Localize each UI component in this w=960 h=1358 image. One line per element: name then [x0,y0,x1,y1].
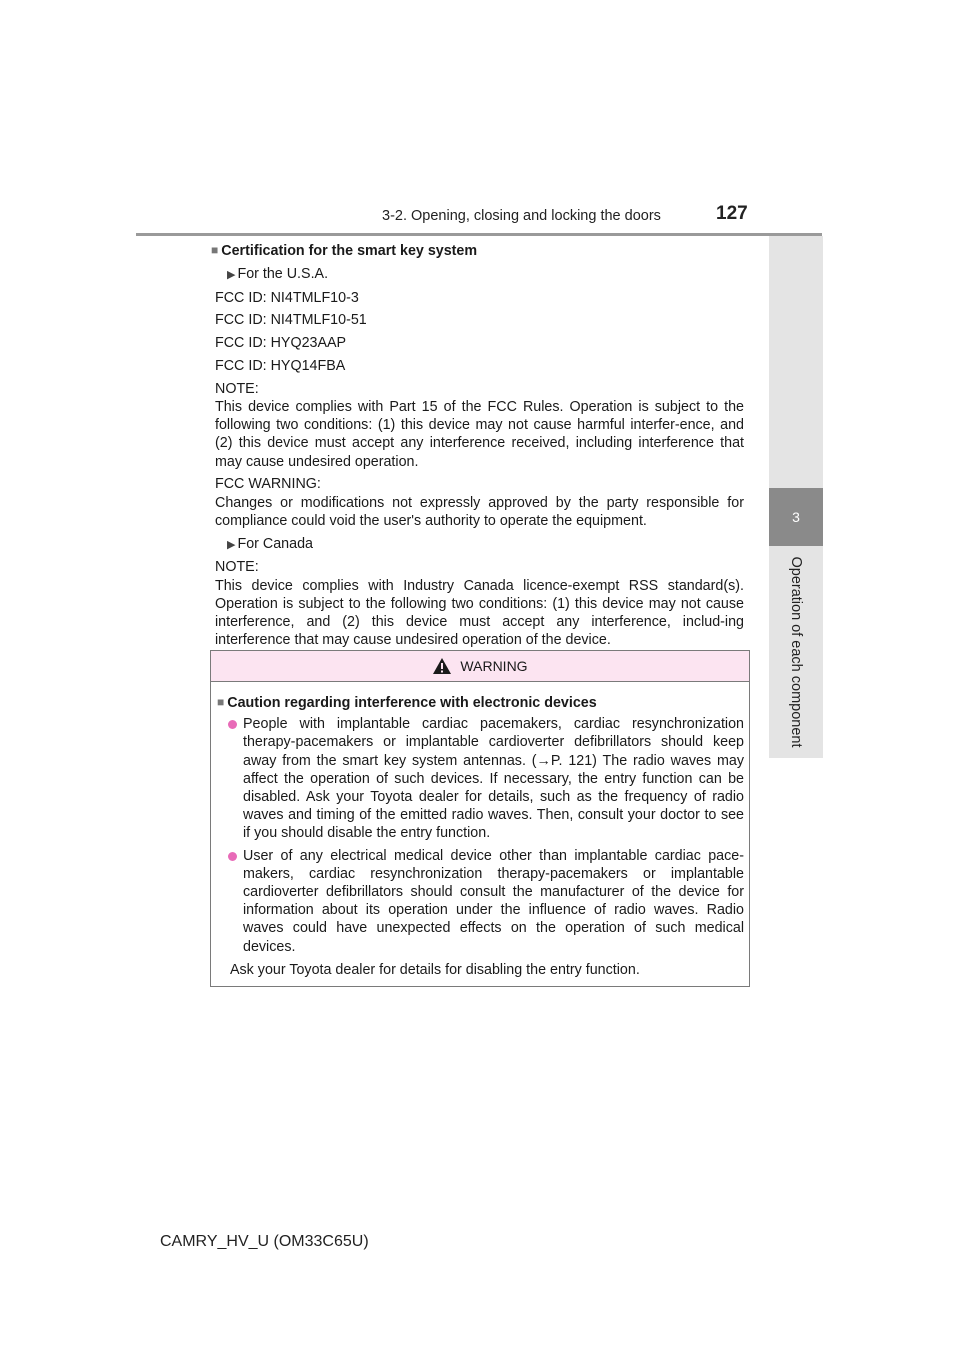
section-title: 3-2. Opening, closing and locking the doors [382,208,661,224]
triangle-right-icon: ▶ [227,268,236,281]
page-number: 127 [716,203,748,224]
triangle-right-icon: ▶ [227,538,236,551]
warning-title-text: Caution regarding interference with electronic devices [227,695,597,711]
canada-subheading [215,535,744,554]
note1-text: This device complies with Part 15 of the FCC Rules. Operation is subject to the following two conditions: (1) this device may not cause harmful interfer-ence, and (2) this device must accept any interference received, including interference that may cause undesired operation. [215,398,744,470]
usa-subheading [215,265,744,284]
section-heading [211,242,740,260]
header-rule [136,233,822,236]
warning-bullet-text: People with implantable cardiac pacemakers, cardiac resynchronization therapy-pacemakers or implantable cardioverter defibrillators should keep away from the smart key system antennas. (→P. 121) The radio waves may affect the operation of such devices. If necessary, the entry function can be disabled. Ask your Toyota dealer for details, such as the frequency of radio waves and timing of the emitted radio waves. Then, consult your doctor to see if you should disable the entry function. [243,716,744,842]
warning-body [211,682,749,979]
chapter-number: 3 [792,509,800,525]
heading-text: Certification for the smart key system [221,243,478,259]
warning-bullet-text: User of any electrical medical device other than implantable cardiac pace-makers, cardiac resynchronization therapy-pacemakers or implantable cardioverter defibrillators should consult the manufacturer of the device for information about its operation under the influence of radio waves. Radio waves could have unexpected effects on the operation of such medical devices. [243,847,744,955]
fcc-id-4: FCC ID: HYQ14FBA [215,357,346,374]
note2-title: NOTE: [215,559,259,576]
fcc-id-2: FCC ID: NI4TMLF10-51 [215,312,367,329]
fcc-warning-text: Changes or modifications not expressly approved by the party responsible for compliance could void the user's authority to operate the equipment. [215,494,744,529]
warning-header [211,651,749,682]
warning-title [217,694,744,712]
warning-footer-text: Ask your Toyota dealer for details for disabling the entry function. [230,961,640,978]
canada-label: For Canada [237,535,313,552]
model-code: CAMRY_HV_U (OM33C65U) [160,1233,369,1250]
fcc-id-3: FCC ID: HYQ23AAP [215,335,347,352]
chapter-label: Operation of each component [788,556,804,748]
main-content [211,242,744,649]
side-strip-top [769,236,823,488]
warning-bullet [217,847,744,956]
square-bullet-icon: ■ [211,243,219,257]
note1-title: NOTE: [215,380,259,397]
note2-text: This device complies with Industry Canada licence-exempt RSS standard(s). Operation is subject to the following two conditions: (1) this device may not cause interference, and (2) this device must accept any interference, includ-ing interference that may cause undesired operation of the device. [215,577,744,649]
chapter-tab [769,488,823,546]
warning-bullet [217,715,744,842]
warning-box [210,650,750,987]
warning-triangle-icon [432,657,452,675]
fcc-id-1: FCC ID: NI4TMLF10-3 [215,289,359,306]
pink-dot-icon [228,852,237,861]
usa-label: For the U.S.A. [237,265,329,282]
warning-label: WARNING [460,658,528,674]
pink-dot-icon [228,720,237,729]
square-bullet-icon: ■ [217,695,225,709]
fcc-warning-title: FCC WARNING: [215,476,321,493]
